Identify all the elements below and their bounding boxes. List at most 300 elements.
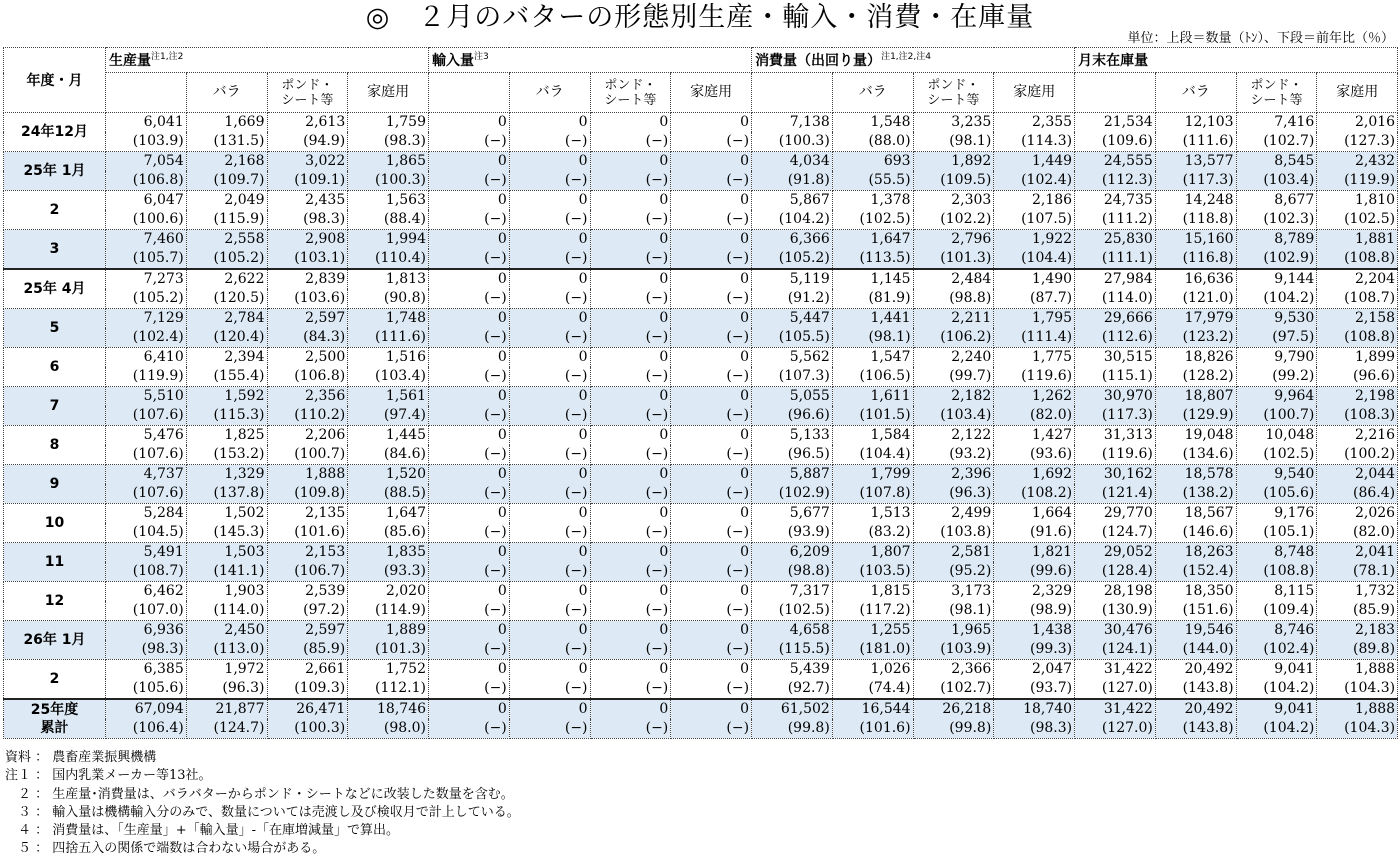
quantity-cell: 0 [671,191,752,211]
quantity-cell: 1,807 [832,543,913,563]
quantity-cell: 2,168 [186,152,267,172]
quantity-cell: 0 [671,426,752,446]
quantity-cell: 2,303 [913,191,994,211]
ratio-cell: (−) [590,445,671,465]
quantity-cell: 5,476 [106,426,187,446]
quantity-cell: 8,746 [1236,621,1317,641]
ratio-cell: (128.4) [1075,562,1156,582]
table-row [4,309,1398,329]
quantity-cell: 0 [590,191,671,211]
table-row [4,504,1398,524]
quantity-cell: 1,441 [832,309,913,329]
ratio-cell: (108.8) [1317,249,1398,269]
quantity-cell: 18,578 [1155,465,1236,485]
quantity-cell: 1,378 [832,191,913,211]
table-row [4,621,1398,641]
quantity-cell: 7,273 [106,269,187,289]
quantity-cell: 5,133 [752,426,833,446]
ratio-cell: (141.1) [186,562,267,582]
quantity-cell: 3,022 [267,152,348,172]
quantity-cell: 28,198 [1075,582,1156,602]
quantity-cell: 1,888 [1317,699,1398,719]
ratio-cell: (115.9) [186,210,267,230]
ratio-cell: (109.7) [186,171,267,191]
quantity-cell: 1,026 [832,660,913,680]
quantity-cell: 0 [509,504,590,524]
ratio-cell: (105.5) [752,328,833,348]
quantity-cell: 2,484 [913,269,994,289]
quantity-cell: 16,636 [1155,269,1236,289]
quantity-cell: 0 [671,621,752,641]
quantity-cell: 2,016 [1317,113,1398,133]
ratio-cell: (114.0) [1075,289,1156,309]
ratio-cell: (152.4) [1155,562,1236,582]
quantity-cell: 5,447 [752,309,833,329]
quantity-cell: 14,248 [1155,191,1236,211]
row-label-header: 年度・月 [4,48,106,113]
ratio-cell: (118.8) [1155,210,1236,230]
quantity-cell: 2,613 [267,113,348,133]
row-label: 7 [4,387,106,426]
ratio-cell: (107.6) [106,484,187,504]
ratio-cell: (119.6) [994,367,1075,387]
quantity-cell: 13,577 [1155,152,1236,172]
ratio-cell: (88.0) [832,132,913,152]
ratio-cell: (104.2) [1236,719,1317,739]
ratio-cell: (104.3) [1317,679,1398,699]
sub-header-consumption-2: ポンド・ シート等 [913,73,994,113]
quantity-cell: 0 [429,387,510,407]
quantity-cell: 9,964 [1236,387,1317,407]
quantity-cell: 2,020 [348,582,429,602]
quantity-cell: 1,664 [994,504,1075,524]
ratio-cell: (100.7) [1236,406,1317,426]
quantity-cell: 24,555 [1075,152,1156,172]
ratio-cell: (−) [429,679,510,699]
row-label: 9 [4,465,106,504]
ratio-cell: (−) [509,601,590,621]
ratio-cell: (98.3) [994,719,1075,739]
quantity-cell: 5,562 [752,348,833,368]
ratio-cell: (116.8) [1155,249,1236,269]
quantity-cell: 1,825 [186,426,267,446]
quantity-cell: 1,922 [994,230,1075,250]
ratio-cell: (105.2) [752,249,833,269]
quantity-cell: 2,539 [267,582,348,602]
ratio-cell: (−) [671,719,752,739]
quantity-cell: 1,835 [348,543,429,563]
ratio-cell: (111.2) [1075,210,1156,230]
sub-header-consumption-0 [752,73,833,113]
ratio-cell: (104.4) [994,249,1075,269]
group-header-import: 輸入量$^{注3}$ [429,48,752,73]
quantity-cell: 1,449 [994,152,1075,172]
quantity-cell: 4,034 [752,152,833,172]
ratio-cell: (84.6) [348,445,429,465]
ratio-cell: (−) [429,719,510,739]
ratio-cell: (−) [509,249,590,269]
quantity-cell: 1,520 [348,465,429,485]
sub-header-production-2: ポンド・ シート等 [267,73,348,113]
quantity-cell: 2,839 [267,269,348,289]
quantity-cell: 0 [590,309,671,329]
ratio-cell: (98.3) [106,640,187,660]
table-row-ratio [4,719,1398,739]
quantity-cell: 1,561 [348,387,429,407]
quantity-cell: 2,394 [186,348,267,368]
quantity-cell: 9,530 [1236,309,1317,329]
quantity-cell: 6,936 [106,621,187,641]
ratio-cell: (102.2) [913,210,994,230]
quantity-cell: 693 [832,152,913,172]
quantity-cell: 1,815 [832,582,913,602]
ratio-cell: (111.6) [348,328,429,348]
ratio-cell: (115.3) [186,406,267,426]
ratio-cell: (91.6) [994,523,1075,543]
ratio-cell: (129.9) [1155,406,1236,426]
ratio-cell: (96.6) [752,406,833,426]
ratio-cell: (108.8) [1236,562,1317,582]
quantity-cell: 0 [509,465,590,485]
ratio-cell: (109.8) [267,484,348,504]
ratio-cell: (94.9) [267,132,348,152]
quantity-cell: 1,427 [994,426,1075,446]
quantity-cell: 1,903 [186,582,267,602]
quantity-cell: 0 [429,504,510,524]
quantity-cell: 2,216 [1317,426,1398,446]
quantity-cell: 0 [590,465,671,485]
ratio-cell: (120.5) [186,289,267,309]
ratio-cell: (90.8) [348,289,429,309]
ratio-cell: (86.4) [1317,484,1398,504]
quantity-cell: 0 [509,269,590,289]
ratio-cell: (78.1) [1317,562,1398,582]
quantity-cell: 1,888 [267,465,348,485]
quantity-cell: 0 [590,113,671,133]
quantity-cell: 1,748 [348,309,429,329]
quantity-cell: 30,476 [1075,621,1156,641]
ratio-cell: (101.3) [913,249,994,269]
quantity-cell: 2,558 [186,230,267,250]
quantity-cell: 27,984 [1075,269,1156,289]
quantity-cell: 2,499 [913,504,994,524]
quantity-cell: 1,759 [348,113,429,133]
quantity-cell: 5,867 [752,191,833,211]
quantity-cell: 26,471 [267,699,348,719]
quantity-cell: 18,567 [1155,504,1236,524]
ratio-cell: (114.3) [994,132,1075,152]
ratio-cell: (105.7) [106,249,187,269]
ratio-cell: (−) [509,289,590,309]
quantity-cell: 30,970 [1075,387,1156,407]
quantity-cell: 2,183 [1317,621,1398,641]
quantity-cell: 0 [590,621,671,641]
quantity-cell: 20,492 [1155,660,1236,680]
ratio-cell: (98.3) [267,210,348,230]
ratio-cell: (104.2) [1236,679,1317,699]
ratio-cell: (98.0) [348,719,429,739]
quantity-cell: 0 [509,152,590,172]
row-label: 12 [4,582,106,621]
quantity-cell: 9,790 [1236,348,1317,368]
ratio-cell: (−) [590,601,671,621]
quantity-cell: 2,432 [1317,152,1398,172]
group-header-consumption: 消費量（出回り量）$^{注1,注2,注4}$ [752,48,1075,73]
quantity-cell: 7,129 [106,309,187,329]
quantity-cell: 5,055 [752,387,833,407]
ratio-cell: (110.4) [348,249,429,269]
ratio-cell: (106.5) [832,367,913,387]
quantity-cell: 29,666 [1075,309,1156,329]
row-label: 24年12月 [4,113,106,152]
ratio-cell: (−) [429,249,510,269]
note-line: ３ ： 輸入量は機構輸入分のみで、数量については売渡し及び検収月で計上している。 [5,804,520,820]
sub-header-stock-1: バラ [1155,73,1236,113]
sub-header-production-3: 家庭用 [348,73,429,113]
ratio-cell: (103.9) [106,132,187,152]
ratio-cell: (111.1) [1075,249,1156,269]
ratio-cell: (−) [590,328,671,348]
ratio-cell: (113.5) [832,249,913,269]
row-label: 3 [4,230,106,270]
ratio-cell: (111.6) [1155,132,1236,152]
ratio-cell: (93.6) [994,445,1075,465]
sub-header-import-1: バラ [509,73,590,113]
quantity-cell: 1,563 [348,191,429,211]
ratio-cell: (102.7) [913,679,994,699]
quantity-cell: 2,435 [267,191,348,211]
quantity-cell: 2,597 [267,309,348,329]
quantity-cell: 0 [509,191,590,211]
ratio-cell: (134.6) [1155,445,1236,465]
quantity-cell: 1,965 [913,621,994,641]
table-row-ratio [4,367,1398,387]
quantity-cell: 0 [590,543,671,563]
ratio-cell: (106.7) [267,562,348,582]
ratio-cell: (−) [671,523,752,543]
quantity-cell: 5,284 [106,504,187,524]
ratio-cell: (−) [671,640,752,660]
table-row-ratio [4,679,1398,699]
quantity-cell: 5,677 [752,504,833,524]
quantity-cell: 0 [671,660,752,680]
quantity-cell: 0 [509,660,590,680]
quantity-cell: 2,182 [913,387,994,407]
ratio-cell: (−) [429,484,510,504]
ratio-cell: (102.5) [752,601,833,621]
quantity-cell: 2,198 [1317,387,1398,407]
ratio-cell: (93.2) [913,445,994,465]
quantity-cell: 0 [509,621,590,641]
ratio-cell: (−) [509,679,590,699]
table-row [4,543,1398,563]
ratio-cell: (95.2) [913,562,994,582]
note-line: ５ ： 四捨五入の関係で端数は合わない場合がある。 [5,841,326,857]
ratio-cell: (121.0) [1155,289,1236,309]
quantity-cell: 2,026 [1317,504,1398,524]
quantity-cell: 6,047 [106,191,187,211]
ratio-cell: (−) [429,562,510,582]
ratio-cell: (−) [671,406,752,426]
quantity-cell: 0 [671,465,752,485]
quantity-cell: 2,153 [267,543,348,563]
ratio-cell: (−) [590,484,671,504]
quantity-cell: 0 [671,699,752,719]
quantity-cell: 0 [509,582,590,602]
ratio-cell: (131.5) [186,132,267,152]
quantity-cell: 0 [671,309,752,329]
quantity-cell: 5,439 [752,660,833,680]
quantity-cell: 0 [671,387,752,407]
ratio-cell: (143.8) [1155,679,1236,699]
ratio-cell: (112.6) [1075,328,1156,348]
quantity-cell: 29,052 [1075,543,1156,563]
table-row-ratio [4,523,1398,543]
ratio-cell: (−) [509,719,590,739]
ratio-cell: (97.2) [267,601,348,621]
ratio-cell: (104.5) [106,523,187,543]
ratio-cell: (101.3) [348,640,429,660]
table-row [4,660,1398,680]
ratio-cell: (98.3) [348,132,429,152]
ratio-cell: (107.3) [752,367,833,387]
ratio-cell: (105.1) [1236,523,1317,543]
table-body [4,113,1398,739]
quantity-cell: 2,204 [1317,269,1398,289]
quantity-cell: 1,888 [1317,660,1398,680]
quantity-cell: 0 [429,152,510,172]
ratio-cell: (−) [590,367,671,387]
quantity-cell: 2,597 [267,621,348,641]
ratio-cell: (−) [671,249,752,269]
ratio-cell: (−) [429,210,510,230]
ratio-cell: (−) [509,523,590,543]
quantity-cell: 9,176 [1236,504,1317,524]
quantity-cell: 7,416 [1236,113,1317,133]
ratio-cell: (−) [590,249,671,269]
ratio-cell: (−) [509,328,590,348]
quantity-cell: 1,892 [913,152,994,172]
ratio-cell: (105.6) [1236,484,1317,504]
ratio-cell: (104.3) [1317,719,1398,739]
ratio-cell: (103.9) [913,640,994,660]
ratio-cell: (143.8) [1155,719,1236,739]
quantity-cell: 3,173 [913,582,994,602]
quantity-cell: 1,881 [1317,230,1398,250]
quantity-cell: 1,516 [348,348,429,368]
unit-note: 単位：上段＝数量（ﾄﾝ）、下段＝前年比（％） [1127,31,1394,46]
quantity-cell: 1,329 [186,465,267,485]
ratio-cell: (100.6) [106,210,187,230]
quantity-cell: 30,515 [1075,348,1156,368]
quantity-cell: 1,813 [348,269,429,289]
ratio-cell: (106.8) [267,367,348,387]
ratio-cell: (101.5) [832,406,913,426]
ratio-cell: (109.1) [267,171,348,191]
table-row [4,152,1398,172]
ratio-cell: (−) [590,171,671,191]
table-row [4,699,1398,719]
ratio-cell: (111.4) [994,328,1075,348]
ratio-cell: (105.2) [106,289,187,309]
row-label: 5 [4,309,106,348]
ratio-cell: (−) [509,132,590,152]
ratio-cell: (−) [429,171,510,191]
table-row [4,230,1398,250]
ratio-cell: (103.4) [1236,171,1317,191]
ratio-cell: (105.2) [186,249,267,269]
ratio-cell: (99.8) [913,719,994,739]
quantity-cell: 18,807 [1155,387,1236,407]
ratio-cell: (119.6) [1075,445,1156,465]
quantity-cell: 1,889 [348,621,429,641]
ratio-cell: (103.6) [267,289,348,309]
row-label: 8 [4,426,106,465]
ratio-cell: (−) [671,445,752,465]
quantity-cell: 0 [590,426,671,446]
ratio-cell: (−) [671,289,752,309]
quantity-cell: 61,502 [752,699,833,719]
ratio-cell: (153.2) [186,445,267,465]
quantity-cell: 19,546 [1155,621,1236,641]
ratio-cell: (109.3) [267,679,348,699]
quantity-cell: 2,355 [994,113,1075,133]
quantity-cell: 2,041 [1317,543,1398,563]
group-header-production: 生産量$^{注1,注2}$ [106,48,429,73]
quantity-cell: 6,462 [106,582,187,602]
ratio-cell: (98.8) [752,562,833,582]
row-label: 25年 4月 [4,269,106,309]
ratio-cell: (92.7) [752,679,833,699]
ratio-cell: (−) [509,640,590,660]
quantity-cell: 31,422 [1075,699,1156,719]
ratio-cell: (−) [429,289,510,309]
quantity-cell: 6,410 [106,348,187,368]
quantity-cell: 2,661 [267,660,348,680]
note-line: 資料 ： 農畜産業振興機構 [5,750,157,765]
quantity-cell: 0 [429,582,510,602]
quantity-cell: 1,669 [186,113,267,133]
ratio-cell: (87.7) [994,289,1075,309]
ratio-cell: (100.3) [348,171,429,191]
ratio-cell: (112.1) [348,679,429,699]
ratio-cell: (104.4) [832,445,913,465]
quantity-cell: 2,396 [913,465,994,485]
ratio-cell: (−) [429,523,510,543]
quantity-cell: 20,492 [1155,699,1236,719]
sub-header-stock-3: 家庭用 [1317,73,1398,113]
quantity-cell: 0 [671,543,752,563]
quantity-cell: 16,544 [832,699,913,719]
quantity-cell: 1,799 [832,465,913,485]
quantity-cell: 0 [671,230,752,250]
quantity-cell: 26,218 [913,699,994,719]
quantity-cell: 2,329 [994,582,1075,602]
quantity-cell: 0 [429,348,510,368]
ratio-cell: (102.4) [1236,640,1317,660]
quantity-cell: 30,162 [1075,465,1156,485]
ratio-cell: (−) [590,132,671,152]
quantity-cell: 2,500 [267,348,348,368]
ratio-cell: (−) [590,562,671,582]
ratio-cell: (99.2) [1236,367,1317,387]
quantity-cell: 17,979 [1155,309,1236,329]
ratio-cell: (108.2) [994,484,1075,504]
quantity-cell: 29,770 [1075,504,1156,524]
ratio-cell: (93.7) [994,679,1075,699]
quantity-cell: 5,491 [106,543,187,563]
ratio-cell: (−) [429,640,510,660]
